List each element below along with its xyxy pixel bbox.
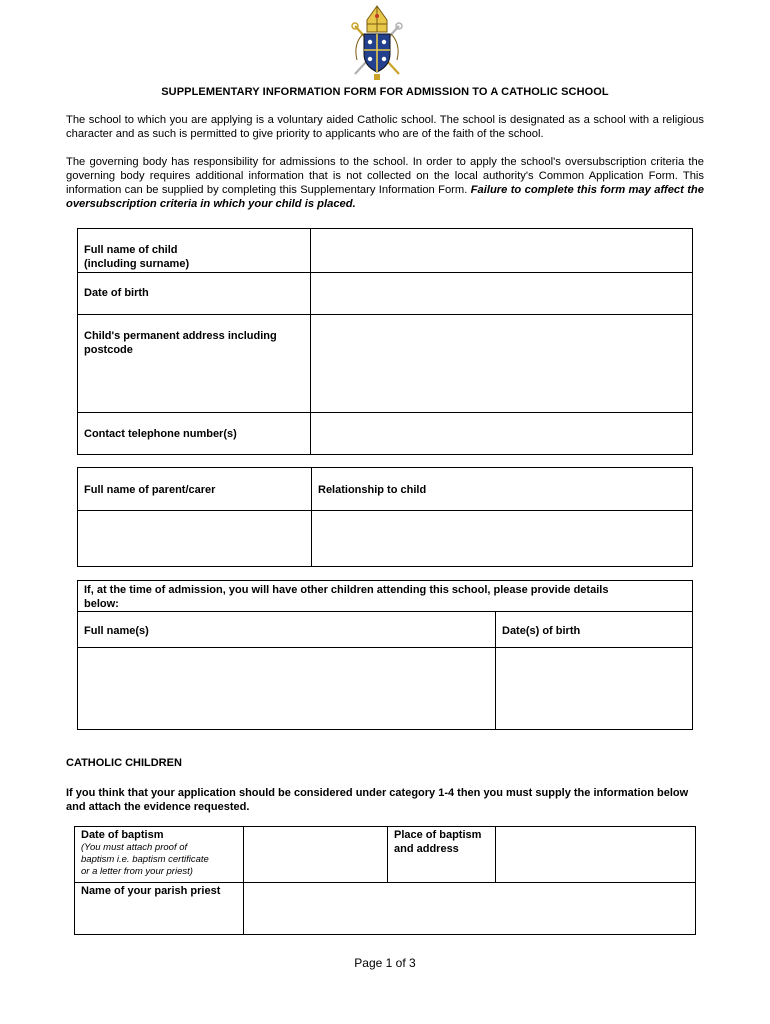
full-names-label: Full name(s) bbox=[84, 625, 149, 637]
child-address-field[interactable] bbox=[311, 315, 693, 413]
relationship-field[interactable] bbox=[312, 511, 693, 567]
baptism-proof-note-line: or a letter from your priest) bbox=[81, 866, 193, 877]
child-details-table bbox=[77, 228, 693, 455]
page-number: Page 1 of 3 bbox=[354, 956, 416, 970]
siblings-intro: If, at the time of admission, you will have other children attending this school, please provide details bbox=[84, 584, 609, 596]
phone-label: Contact telephone number(s) bbox=[84, 428, 237, 440]
parish-priest-field[interactable] bbox=[244, 883, 696, 935]
parent-name-field[interactable] bbox=[78, 511, 312, 567]
relationship-header-cell bbox=[312, 468, 693, 511]
baptism-table bbox=[74, 826, 696, 935]
siblings-table bbox=[77, 580, 693, 730]
baptism-place-label: Place of baptism bbox=[394, 829, 482, 841]
catholic-children-heading: CATHOLIC CHILDREN bbox=[66, 757, 182, 769]
baptism-place-sublabel: and address bbox=[394, 843, 459, 855]
baptism-place-label-cell bbox=[388, 827, 496, 883]
address-sublabel: postcode bbox=[84, 344, 133, 356]
governing-warning: Failure to complete this form may affect the oversubscription criteria in which your child is placed. bbox=[66, 184, 704, 210]
address-label: Child's permanent address including bbox=[84, 330, 277, 342]
baptism-date-field[interactable] bbox=[244, 827, 388, 883]
intro-paragraph: The school to which you are applying is a voluntary aided Catholic school. The school is designated as a school with a religious character and as such is permitted to give priority to applicants who are of the faith of the school. bbox=[66, 114, 704, 140]
full-names-header-cell bbox=[78, 612, 496, 648]
child-full-name-field[interactable] bbox=[311, 229, 693, 273]
governing-text: The governing body has responsibility for admissions to the school. In order to apply the school's oversubscription criteria the governing body requires additional information that is not collected on the local authority's Common Application Form. This information can be supplied by completing this Supplementary Information Form. bbox=[66, 156, 704, 196]
parent-table bbox=[77, 467, 693, 567]
baptism-proof-note-line: baptism i.e. baptism certificate bbox=[81, 854, 209, 865]
baptism-proof-note-line: (You must attach proof of bbox=[81, 842, 188, 853]
parent-name-header-cell bbox=[78, 468, 312, 511]
governing-paragraph bbox=[66, 155, 704, 211]
dob-label: Date of birth bbox=[84, 287, 149, 299]
siblings-intro-cell bbox=[78, 581, 693, 612]
sibling-names-field[interactable] bbox=[78, 648, 496, 730]
contact-phone-field[interactable] bbox=[311, 413, 693, 455]
form-title: SUPPLEMENTARY INFORMATION FORM FOR ADMISSION TO A CATHOLIC SCHOOL bbox=[161, 86, 609, 98]
sibling-dobs-field[interactable] bbox=[496, 648, 693, 730]
baptism-proof-note bbox=[81, 842, 243, 878]
full-name-label-cell bbox=[78, 229, 311, 273]
full-name-label: Full name of child bbox=[84, 244, 178, 256]
parent-name-label: Full name of parent/carer bbox=[84, 484, 216, 496]
dobs-label: Date(s) of birth bbox=[502, 625, 581, 637]
diocesan-crest-icon bbox=[349, 4, 405, 82]
baptism-place-field[interactable] bbox=[496, 827, 696, 883]
baptism-date-label: Date of baptism bbox=[81, 829, 164, 841]
catholic-instructions: If you think that your application should be considered under category 1-4 then you must supply the information below and attach the evidence requested. bbox=[66, 787, 689, 813]
siblings-intro-cont: below: bbox=[84, 598, 119, 610]
dobs-header-cell bbox=[496, 612, 693, 648]
parish-priest-label: Name of your parish priest bbox=[81, 885, 221, 897]
dob-label-cell bbox=[78, 273, 311, 315]
full-name-sublabel: (including surname) bbox=[84, 258, 190, 270]
relationship-label: Relationship to child bbox=[318, 484, 427, 496]
parish-priest-label-cell bbox=[75, 883, 244, 935]
child-dob-field[interactable] bbox=[311, 273, 693, 315]
phone-label-cell bbox=[78, 413, 311, 455]
address-label-cell bbox=[78, 315, 311, 413]
baptism-date-label-cell bbox=[75, 827, 244, 883]
